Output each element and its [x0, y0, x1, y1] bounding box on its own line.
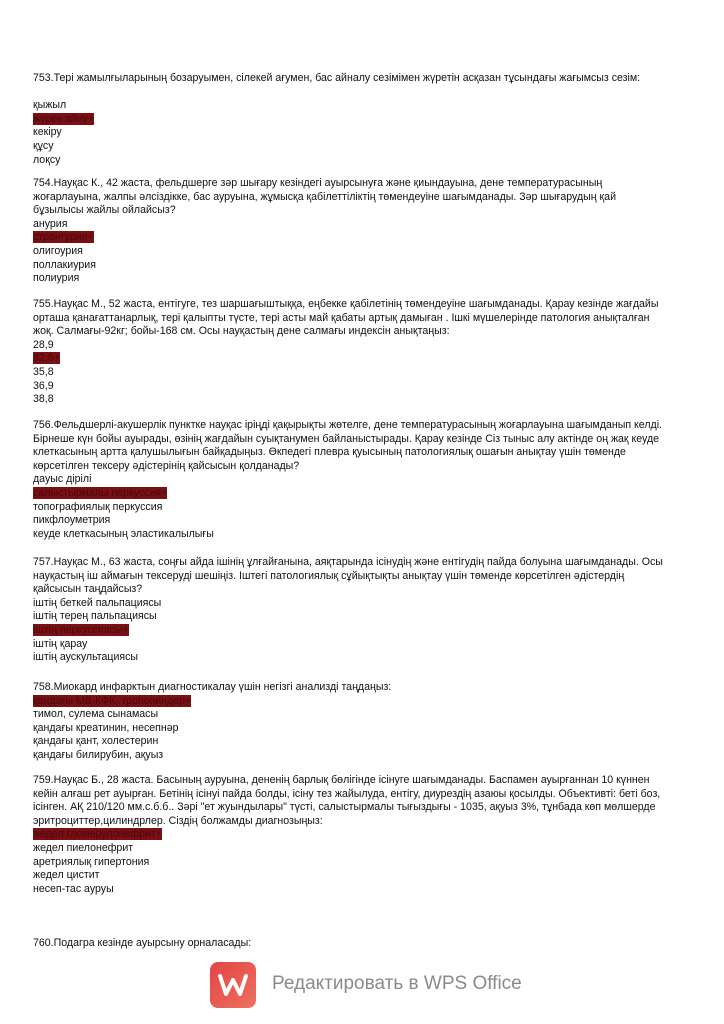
- answer-option: полиурия: [33, 272, 80, 285]
- wps-edit-button[interactable]: [210, 962, 540, 1008]
- question-755: [33, 298, 663, 407]
- answer-option: кекіру: [33, 126, 62, 139]
- answer-option: жедел цистит: [33, 869, 100, 882]
- question-stem: 754.Науқас К., 42 жаста, фельдшерге зәр шығару кезіндегі ауырсынуға және қиындауына, дене температурасының жоғарлауына, жалпы әлсіздікке, бас ауруына, жұмысқа қабілеттіліктің төмендеуіне шағымданады. Зәр шығарудың қай бұзылысы жайлы ойлайсыз?: [33, 177, 616, 217]
- answer-option-correct: салыстырмалы перкуссия+: [33, 486, 168, 499]
- answer-option: анурия: [33, 217, 68, 230]
- answer-option-correct: жедел гломерулонефрит+: [33, 828, 162, 841]
- answer-option: поллакиурия: [33, 258, 96, 271]
- answer-option: аретриялық гипертония: [33, 855, 150, 868]
- question-stem: 757.Науқас М., 63 жаста, соңғы айда ішінің ұлғайғанына, аяқтарында ісінудің және ентігудің пайда болуына шағымданады. Осы науқастың іш аймағын тексеруді шешіңіз. Іштегі патологиялық сұйықтықты анықтау үшін төменде көрсетілген әдістердің қайсысын таңдайсыз?: [33, 556, 663, 596]
- answer-option: құсу: [33, 139, 54, 152]
- answer-option: іштің беткей пальпациясы: [33, 596, 162, 609]
- question-753: [33, 72, 663, 167]
- answer-option: 38,8: [33, 393, 54, 406]
- answer-option-correct: қандағы МВ-КФК, тропониндер+: [33, 694, 192, 707]
- answer-option-correct: іштің перкуссиясы+: [33, 623, 129, 636]
- answer-option: іштің аускультациясы: [33, 651, 139, 664]
- answer-option: несеп-тас ауруы: [33, 882, 114, 895]
- question-758: [33, 681, 663, 763]
- answer-option: 28,9: [33, 338, 54, 351]
- answer-option: қандағы креатинин, несепнәр: [33, 721, 179, 734]
- question-754: [33, 177, 663, 286]
- question-757: [33, 556, 663, 665]
- answer-option: тимол, сулема сынамасы: [33, 708, 159, 721]
- answer-option: іштің қарау: [33, 637, 88, 650]
- answer-option: олигоурия: [33, 244, 83, 257]
- answer-option-correct: странгурия+: [33, 231, 94, 244]
- answer-option: қандағы қант, холестерин: [33, 735, 159, 748]
- answer-option: 36,9: [33, 379, 54, 392]
- question-stem: 760.Подагра кезінде ауырсыну орналасады:: [33, 937, 252, 949]
- answer-option: кеуде клеткасының эластикалылығы: [33, 527, 214, 540]
- question-stem: 759.Науқас Б., 28 жаста. Басының ауруына, дененің барлық бөлігінде ісінуге шағымданады. Баспамен ауырғаннан 10 күннен кейін алғаш рет ауырған. Бетінің ісінуі пайда болды, ісіну тез жайылуда, ентігу, диурездің азаюы қосылды. Объективті: беті боз, ісінген. АҚ 210/120 мм.с.б.б.. Зәрі "ет жуындылары" түсті, салыстырмалы тығыздығы - 1035, ақуыз 3%, тұнбада көп мөлшерде эритроциттер,цилиндрлер. Сіздің болжамды диагнозыңыз:: [33, 774, 661, 827]
- question-756: [33, 419, 663, 541]
- answer-option: қандағы билирубин, ақуыз: [33, 748, 164, 761]
- answer-option-correct: 32,6+: [33, 352, 60, 365]
- answer-option: топографиялық перкуссия: [33, 500, 163, 513]
- wps-edit-label: Редактировать в WPS Office: [272, 973, 522, 994]
- question-stem: 758.Миокард инфарктын диагностикалау үшін негізгі анализді таңдаңыз:: [33, 681, 392, 693]
- question-stem: 755.Науқас М., 52 жаста, ентігуге, тез шаршағыштыққа, еңбекке қабілетінің төмендеуіне шағымданады. Қарау кезінде жағдайы орташа қанағаттанарлық, тері қалыпты түсте, тері асты май қабаты артық дамыған . Ішкі мүшелерінде патология анықталған жоқ. Салмағы-92кг; бойы-168 см. Осы науқастың дене салмағы индексін анықтаңыз:: [33, 298, 659, 338]
- question-stem: 753.Тері жамылғыларының бозаруымен, сілекей ағумен, бас айналу сезімімен жүретін асқазан тұсындағы жағымсыз сезім:: [33, 72, 641, 84]
- answer-option: жедел пиелонефрит: [33, 841, 134, 854]
- question-760: [33, 937, 663, 951]
- answer-option: 35,8: [33, 365, 54, 378]
- answer-option: лоқсу: [33, 153, 61, 166]
- answer-option: іштің терең пальпациясы: [33, 610, 157, 623]
- question-stem: 756.Фельдшерлі-акушерлік пунктке науқас іріңді қақырықты жөтелге, дене температурасының жоғарлауына шағымданып келді. Бірнеше күн бойы ауырады, өзінің жағдайын суықтанумен байланыстырады. Қарау кезінде Сіз тыныс алу актінде оң жақ кеуде клеткасының артта қалушылығын байқадыңыз. Өкпедегі плевра қуысының патологиялық ошағын анықтау үшін төменде көрсетілген тексеру әдістерінің қайсысын қолданады?: [33, 419, 662, 472]
- answer-option: пикфлоуметрия: [33, 514, 111, 527]
- answer-option: қыжыл: [33, 99, 67, 112]
- question-759: [33, 774, 663, 896]
- wps-logo-icon: [210, 962, 256, 1008]
- answer-option: дауыс дірілі: [33, 473, 92, 486]
- answer-option-correct: жүрек айну+: [33, 112, 94, 125]
